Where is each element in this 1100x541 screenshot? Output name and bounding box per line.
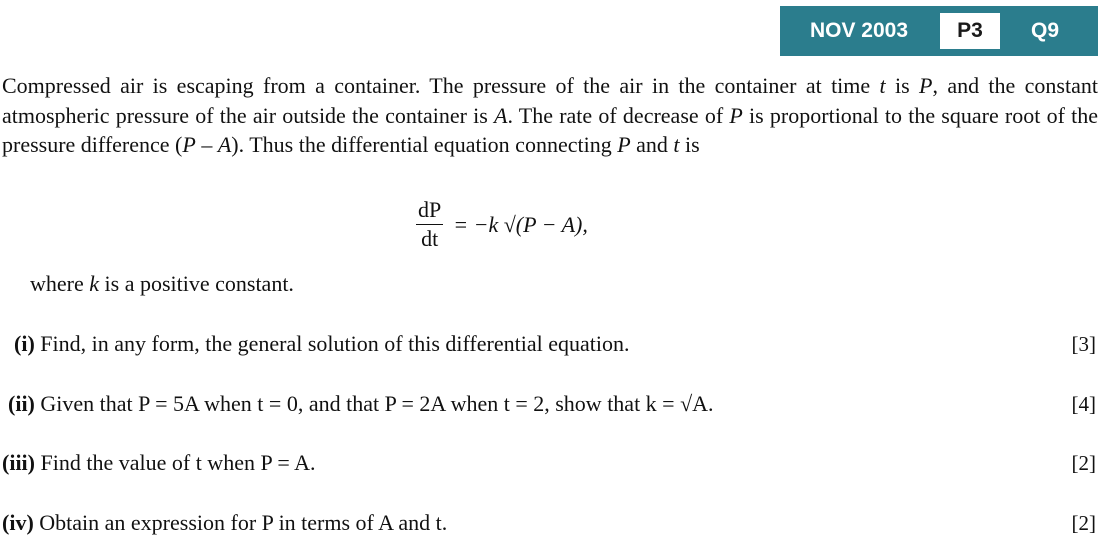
derivative-fraction <box>416 197 443 252</box>
exam-date-label: NOV 2003 <box>809 19 909 42</box>
intro-text: , and the constant atmospheric pressure of the air outside the container is <box>2 73 1098 128</box>
paper-label: P3 <box>940 13 1000 49</box>
var-t: t <box>879 73 886 98</box>
fraction-denominator: dt <box>421 226 439 251</box>
intro-text: . The rate of decrease of <box>507 102 730 128</box>
part-number: (ii) <box>8 391 35 416</box>
equation-rhs: = −k √(P − A), <box>453 211 588 237</box>
part-number: (iii) <box>2 450 35 475</box>
where-clause <box>30 271 294 297</box>
intro-text: ). Thus the differential equation connecting <box>231 132 618 157</box>
part-number: (i) <box>14 331 35 356</box>
intro-text: and <box>630 132 674 157</box>
marks-label: [2] <box>1071 451 1096 475</box>
question-part-iii <box>0 450 1096 476</box>
part-text: Find, in any form, the general solution of this differential equation. <box>40 331 630 356</box>
intro-text: is proportional to the square root of the pressure difference ( <box>2 102 1098 157</box>
intro-text: is <box>679 132 700 157</box>
intro-text: – <box>195 132 218 157</box>
intro-text: is <box>885 73 920 98</box>
var-a: A <box>494 102 508 128</box>
var-p: P <box>182 132 196 157</box>
where-text: is a positive constant. <box>99 271 294 296</box>
fraction-numerator: dP <box>416 197 443 225</box>
marks-label: [4] <box>1071 392 1096 416</box>
marks-label: [3] <box>1071 332 1096 356</box>
part-text: Given that P = 5A when t = 0, and that P = 2A when t = 2, show that k = √A. <box>40 391 714 416</box>
question-part-ii <box>0 391 1096 417</box>
question-part-i <box>0 331 1096 357</box>
intro-text: Compressed air is escaping from a container. The pressure of the air in the container at time <box>2 73 880 98</box>
marks-label: [2] <box>1071 511 1096 535</box>
where-text: where <box>30 271 90 296</box>
var-p: P <box>617 132 631 157</box>
question-intro <box>2 71 1098 160</box>
var-a: A <box>217 132 232 157</box>
question-tag <box>780 6 1098 56</box>
part-text: Find the value of t when P = A. <box>40 450 316 475</box>
var-p: P <box>919 73 933 98</box>
var-p: P <box>729 102 743 128</box>
question-number-label: Q9 <box>1030 19 1059 42</box>
question-part-iv <box>0 510 1096 536</box>
var-k: k <box>89 271 100 296</box>
part-number: (iv) <box>2 510 34 535</box>
var-t: t <box>673 132 680 157</box>
differential-equation <box>416 197 588 252</box>
part-text: Obtain an expression for P in terms of A and t. <box>39 510 448 535</box>
